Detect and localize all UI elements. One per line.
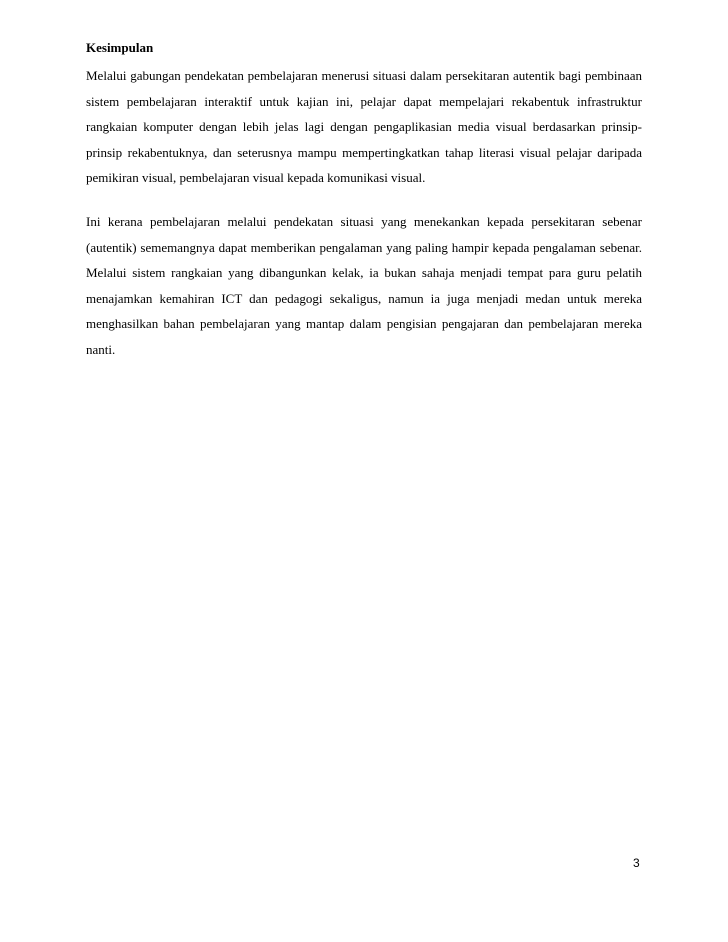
section-heading: Kesimpulan	[86, 40, 154, 55]
paragraph-conclusion-1: Melalui gabungan pendekatan pembelajaran menerusi situasi dalam persekitaran autentik bagi pembinaan sistem pembelajaran interaktif untuk kajian ini, pelajar dapat mempelajari rekabentuk infrastruktur rangkaian komputer dengan lebih jelas lagi dengan pengaplikasian media visual berdasarkan prinsip-prinsip rekabentuknya, dan seterusnya mampu mempertingkatkan tahap literasi visual pelajar daripada pemikiran visual, pembelajaran visual kepada komunikasi visual.	[86, 68, 642, 185]
page-number: 3	[633, 856, 640, 870]
paragraph-conclusion-2: Ini kerana pembelajaran melalui pendekatan situasi yang menekankan kepada persekitaran sebenar (autentik) sememangnya dapat memberikan pengalaman yang paling hampir kepada pengalaman sebenar. Melalui sistem rangkaian yang dibangunkan kelak, ia bukan sahaja menjadi tempat para guru pelatih menajamkan kemahiran ICT dan pedagogi sekaligus, namun ia juga menjadi medan untuk mereka menghasilkan bahan pembelajaran yang mantap dalam pengisian pengajaran dan pembelajaran mereka nanti.	[86, 214, 642, 357]
